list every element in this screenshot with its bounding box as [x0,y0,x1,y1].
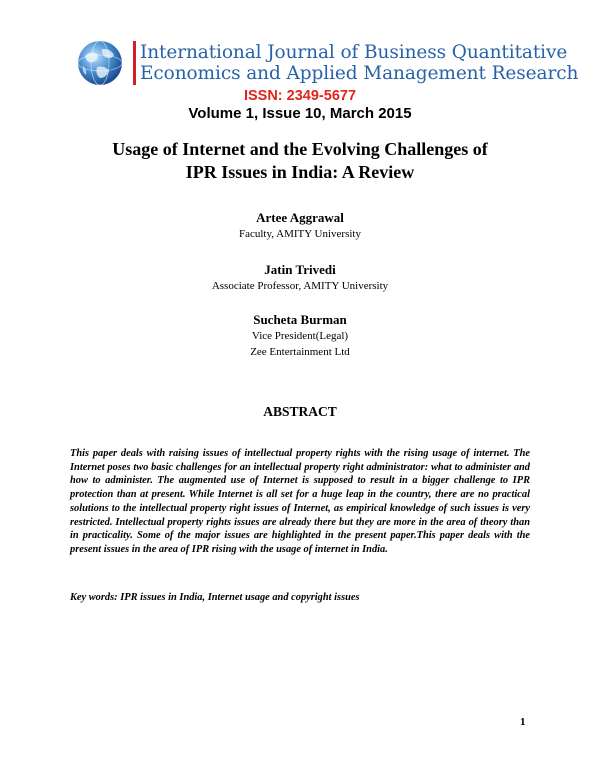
journal-name-line2: Economics and Applied Management Research [140,63,579,84]
globe-logo-icon [75,38,125,88]
author-affiliation: Zee Entertainment Ltd [250,346,350,358]
page-number: 1 [520,716,526,728]
journal-name-line1: International Journal of Business Quantitative [140,42,568,63]
keywords: Key words: IPR issues in India, Internet usage and copyright issues [70,592,360,603]
author-affiliation: Vice President(Legal) [251,330,349,342]
author-affiliation: Faculty, AMITY University [238,228,361,240]
masthead-divider [133,41,136,85]
author-name: Sucheta Burman [253,312,347,327]
issn: ISSN: 2349-5677 [243,88,357,104]
abstract-body: This paper deals with raising issues of intellectual property rights with the rising usage of internet. The Internet poses two basic challenges for an intellectual property right administrator: what to administer and how to administer. The augmented use of Internet is supposed to result in a bigger challenge to IPR protection than at present. While Internet is all set for a huge leap in the country, there are no practical solutions to the intellectual property right issues of Internet, as empirical knowledge of such issues is very restricted. Intellectual property rights issues are already there but they are more in the area of theory than in practicality. Some of the major issues are highlighted in the present paper.This paper deals with the present issues in the area of IPR rising with the usage of internet in India. [70,448,530,555]
journal-masthead [75,38,579,90]
author-affiliation: Associate Professor, AMITY University [211,280,389,292]
author-name: Artee Aggrawal [256,210,344,225]
title-line2: IPR Issues in India: A Review [185,162,415,182]
journal-name [140,42,578,84]
title-line1: Usage of Internet and the Evolving Challenges of [112,139,488,159]
author-name: Jatin Trivedi [264,262,336,277]
abstract-heading: ABSTRACT [263,404,337,419]
paper-title [0,138,600,184]
volume-issue: Volume 1, Issue 10, March 2015 [188,105,412,122]
